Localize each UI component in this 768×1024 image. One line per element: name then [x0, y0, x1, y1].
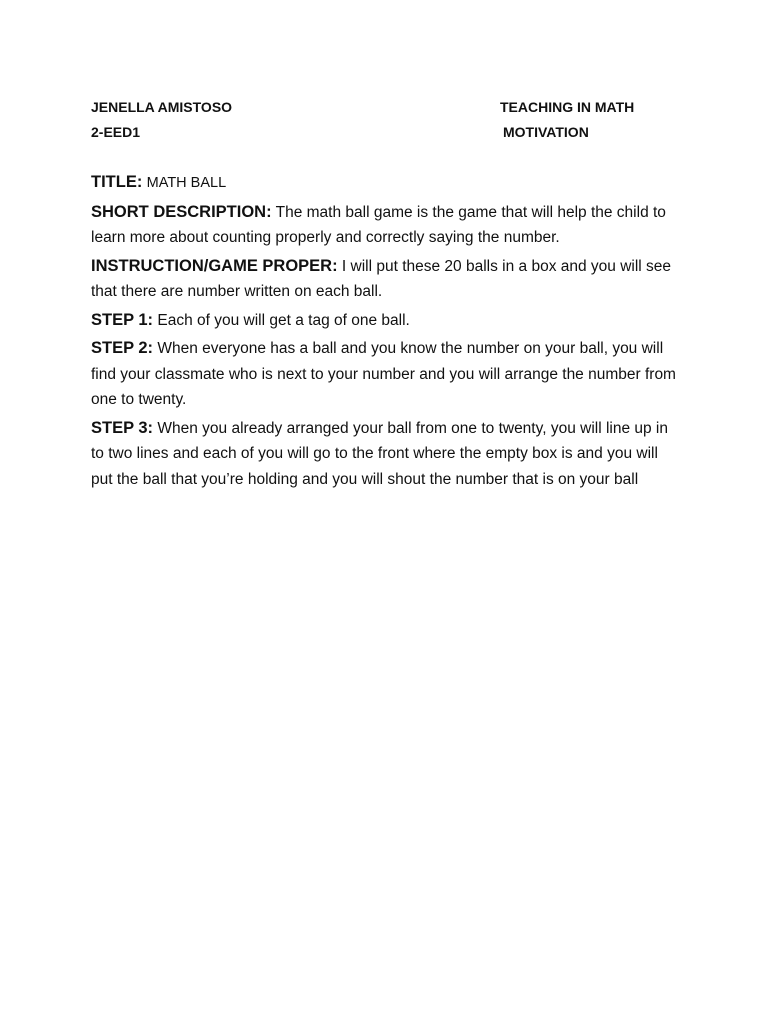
step-2-text: When everyone has a ball and you know the number on your ball, you will find your classmate who is next to your number and you will arrange the number from one to twenty. [91, 340, 676, 408]
student-section: 2-EED1 [91, 124, 141, 140]
step-2-paragraph [91, 336, 679, 413]
document-body [91, 170, 679, 495]
instruction-paragraph [91, 254, 679, 305]
header-left-block [91, 95, 391, 145]
short-description-text: The math ball game is the game that will help the child to learn more about counting properly and correctly saying the number. [91, 203, 666, 246]
step-1-label: STEP 1: [91, 310, 154, 329]
title-label: TITLE: [91, 173, 143, 191]
short-description-label: SHORT DESCRIPTION: [91, 202, 272, 221]
step-1-text: Each of you will get a tag of one ball. [157, 311, 410, 329]
student-name: JENELLA AMISTOSO [91, 99, 233, 115]
course-name: TEACHING IN MATH [500, 99, 635, 115]
instruction-label: INSTRUCTION/GAME PROPER: [91, 256, 338, 275]
short-description-paragraph [91, 200, 679, 251]
instruction-text: I will put these 20 balls in a box and you will see that there are number written on each ball. [91, 257, 672, 300]
step-2-label: STEP 2: [91, 339, 154, 357]
step-3-paragraph [91, 416, 679, 493]
step-3-label: STEP 3: [91, 418, 154, 437]
title-paragraph [91, 170, 679, 197]
step-3-text: When you already arranged your ball from one to twenty, you will line up in to two lines and each of you will go to the front where the empty box is and you will put the ball that you’re holding and you will shout the number that is on your ball [91, 419, 668, 488]
assignment-topic: MOTIVATION [503, 124, 589, 140]
step-1-paragraph [91, 308, 679, 334]
title-value: MATH BALL [146, 175, 227, 191]
header-right-block [500, 95, 680, 145]
